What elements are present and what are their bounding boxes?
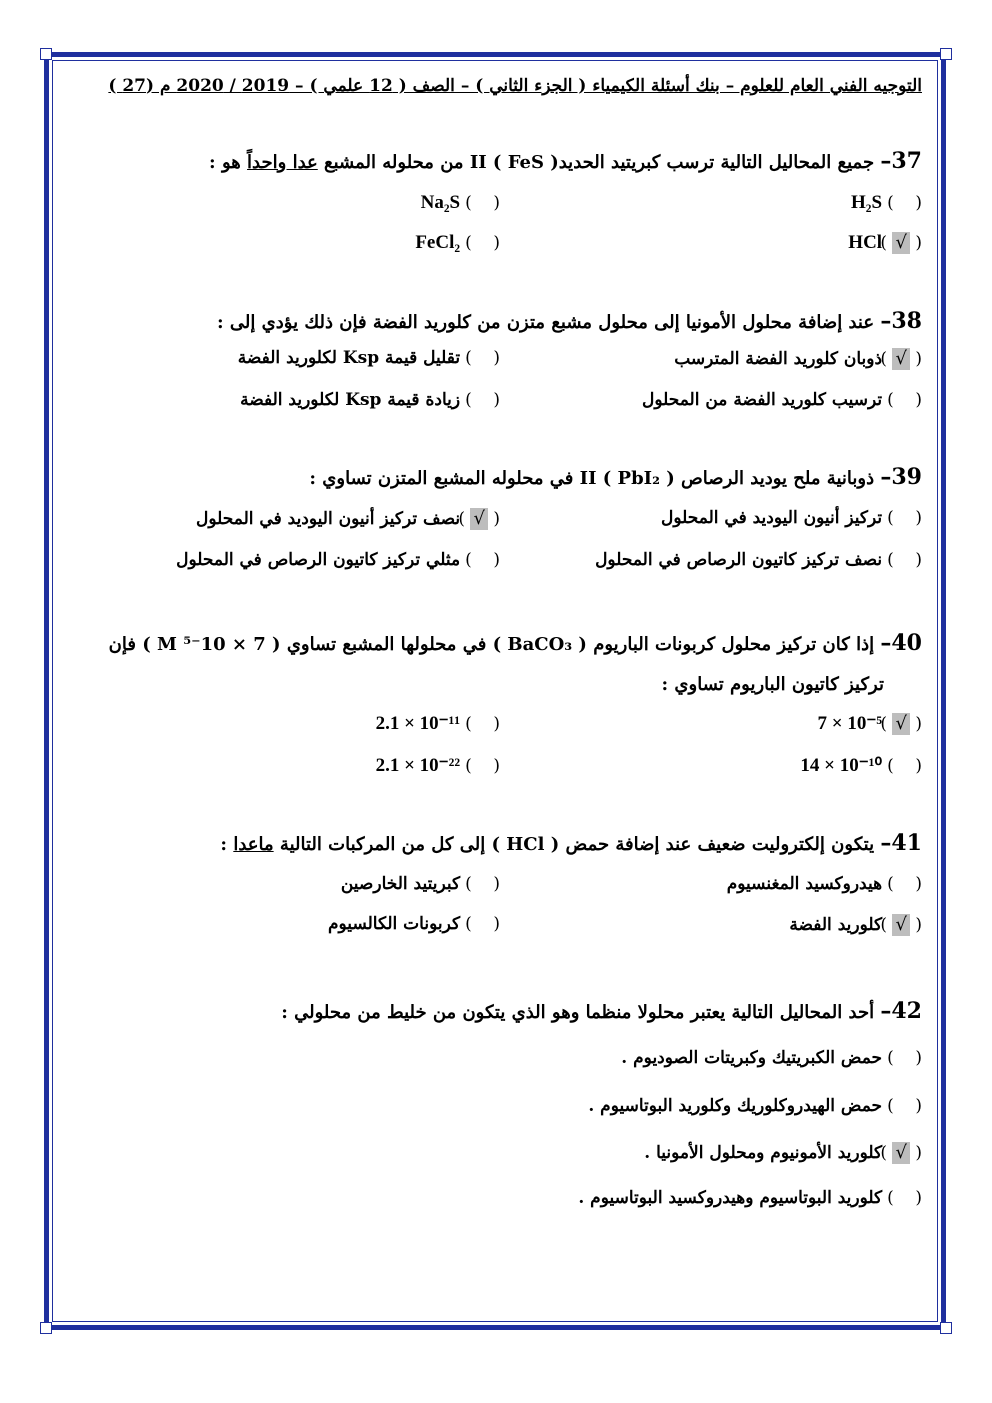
check-mark: √ — [470, 508, 487, 530]
question-text: عند إضافة محلول الأمونيا إلى محلول مشبع متزن من كلوريد الفضة فإن ذلك يؤدي إلى : — [217, 312, 875, 333]
q41-option-a[interactable] — [727, 874, 922, 894]
answer-box[interactable]: ( ) — [465, 756, 500, 776]
answer-box[interactable]: ( ) — [887, 1096, 922, 1116]
option-label: Na₂S — [420, 192, 461, 213]
question-number: 40– — [880, 630, 922, 656]
question-39 — [309, 464, 922, 490]
question-38 — [217, 308, 922, 334]
answer-box[interactable]: ( ) — [465, 874, 500, 894]
q42-option-c[interactable] — [644, 1142, 922, 1164]
answer-box[interactable]: ( ) — [887, 1188, 922, 1208]
answer-box[interactable]: ( ) — [465, 233, 500, 253]
answer-box[interactable]: ( √ ) — [880, 1142, 922, 1163]
option-label: تركيز أنيون اليوديد في المحلول — [661, 508, 883, 528]
q40-option-d[interactable] — [376, 754, 500, 777]
check-mark: √ — [892, 348, 909, 370]
option-label: ترسيب كلوريد الفضة من المحلول — [641, 390, 883, 410]
answer-box[interactable]: ( ) — [465, 193, 500, 213]
q37-option-a[interactable] — [851, 192, 922, 214]
option-label: ذوبان كلوريد الفضة المترسب — [674, 349, 883, 369]
q38-option-c[interactable] — [642, 390, 922, 410]
answer-box[interactable]: ( ) — [887, 390, 922, 410]
question-number: 37– — [880, 148, 922, 174]
check-mark: √ — [892, 1142, 909, 1164]
option-label: FeCl₂ — [415, 232, 461, 253]
question-number: 41– — [880, 830, 922, 856]
q38-option-d[interactable] — [240, 390, 500, 410]
q41-option-b[interactable] — [341, 874, 500, 894]
option-label: 2.1 × 10⁻¹¹ — [375, 713, 461, 734]
answer-box[interactable]: ( ) — [887, 756, 922, 776]
answer-box[interactable]: ( ) — [465, 550, 500, 570]
question-42 — [281, 998, 922, 1024]
q37-option-b[interactable] — [421, 192, 500, 214]
question-37 — [209, 148, 922, 174]
question-number: 39– — [880, 464, 922, 490]
question-number: 38– — [880, 308, 922, 334]
option-label: تقليل قيمة Ksp لكلوريد الفضة — [237, 348, 461, 368]
q37-option-c[interactable] — [848, 232, 922, 254]
option-label: حمض الهيدروكلوريك وكلوريد البوتاسيوم . — [588, 1096, 883, 1116]
question-text: ذوبانية ملح يوديد الرصاص II ( PbI₂ ) في محلوله المشبع المتزن تساوي : — [309, 468, 875, 489]
answer-box[interactable]: ( √ ) — [880, 232, 922, 253]
question-41 — [220, 830, 922, 856]
question-text: أحد المحاليل التالية يعتبر محلولا منظما وهو الذي يتكون من خليط من محلولي : — [281, 1002, 875, 1023]
answer-box[interactable]: ( ) — [887, 550, 922, 570]
option-label: كلوريد الفضة — [789, 915, 883, 935]
answer-box[interactable]: ( ) — [465, 390, 500, 410]
q42-option-d[interactable] — [578, 1188, 922, 1208]
question-text: يتكون إلكتروليت ضعيف عند إضافة حمض ( HCl ) إلى كل من المركبات التالية — [279, 834, 875, 855]
check-mark: √ — [892, 713, 909, 735]
option-label: 2.1 × 10⁻²² — [375, 755, 461, 776]
answer-box[interactable]: ( √ ) — [458, 508, 500, 529]
q39-option-a[interactable] — [661, 508, 922, 528]
check-mark: √ — [892, 914, 909, 936]
q41-option-d[interactable] — [328, 914, 500, 934]
q40-option-c[interactable] — [800, 754, 922, 777]
question-text-end: : — [220, 834, 228, 855]
answer-box[interactable]: ( √ ) — [880, 713, 922, 734]
option-label: كلوريد البوتاسيوم وهيدروكسيد البوتاسيوم . — [578, 1188, 883, 1208]
option-label: H₂S — [851, 192, 883, 213]
option-label: هيدروكسيد المغنسيوم — [726, 874, 883, 894]
check-mark: √ — [892, 232, 909, 254]
answer-box[interactable]: ( ) — [465, 914, 500, 934]
answer-box[interactable]: ( ) — [887, 508, 922, 528]
question-number: 42– — [880, 998, 922, 1024]
answer-box[interactable]: ( √ ) — [880, 914, 922, 935]
question-text: جميع المحاليل التالية ترسب كبريتيد الحديدII ( FeS ) من محلوله المشبع — [324, 152, 875, 173]
option-label: كربونات الكالسيوم — [328, 914, 461, 934]
option-label: 14 × 10⁻¹⁰ — [800, 755, 883, 776]
option-label: مثلي تركيز كاتيون الرصاص في المحلول — [176, 550, 461, 570]
question-emphasis: عدا واحداً — [247, 152, 318, 173]
q41-option-c[interactable] — [789, 914, 922, 936]
question-40-continued — [662, 674, 884, 695]
option-label: زيادة قيمة Ksp لكلوريد الفضة — [240, 390, 461, 410]
answer-box[interactable]: ( ) — [465, 714, 500, 734]
q40-option-b[interactable] — [376, 712, 500, 735]
answer-box[interactable]: ( ) — [887, 193, 922, 213]
answer-box[interactable]: ( ) — [887, 874, 922, 894]
option-label: نصف تركيز كاتيون الرصاص في المحلول — [595, 550, 883, 570]
q42-option-a[interactable] — [621, 1048, 922, 1068]
question-text: إذا كان تركيز محلول كربونات الباريوم ( BaCO₃ ) في محلولها المشبع تساوي ( M ⁵⁻10 × 7 ) فإن — [108, 634, 875, 655]
page-header: التوجيه الفني العام للعلوم – بنك أسئلة الكيمياء ( الجزء الثاني ) – الصف ( 12 علمي ) – 2019 / 2020 م (27 ) — [108, 76, 922, 96]
answer-box[interactable]: ( ) — [887, 1048, 922, 1068]
option-label: حمض الكبريتيك وكبريتات الصوديوم . — [621, 1048, 883, 1068]
option-label: كبريتيد الخارصين — [340, 874, 461, 894]
q37-option-d[interactable] — [415, 232, 500, 254]
q38-option-b[interactable] — [238, 348, 500, 368]
q40-option-a[interactable] — [818, 712, 922, 735]
answer-box[interactable]: ( √ ) — [880, 348, 922, 369]
q39-option-d[interactable] — [176, 550, 500, 570]
q42-option-b[interactable] — [588, 1096, 922, 1116]
q39-option-b[interactable] — [196, 508, 500, 530]
question-text: تركيز كاتيون الباريوم تساوي : — [661, 674, 884, 695]
q39-option-c[interactable] — [595, 550, 922, 570]
option-label: نصف تركيز أنيون اليوديد في المحلول — [196, 509, 461, 529]
option-label: 7 × 10⁻⁵ — [817, 713, 883, 734]
answer-box[interactable]: ( ) — [465, 348, 500, 368]
question-40 — [109, 630, 922, 656]
question-emphasis: ماعدا — [233, 834, 274, 855]
q38-option-a[interactable] — [674, 348, 922, 370]
question-text-end: هو : — [209, 152, 241, 173]
option-label: كلوريد الأمونيوم ومحلول الأمونيا . — [644, 1143, 883, 1163]
option-label: HCl — [848, 232, 883, 253]
